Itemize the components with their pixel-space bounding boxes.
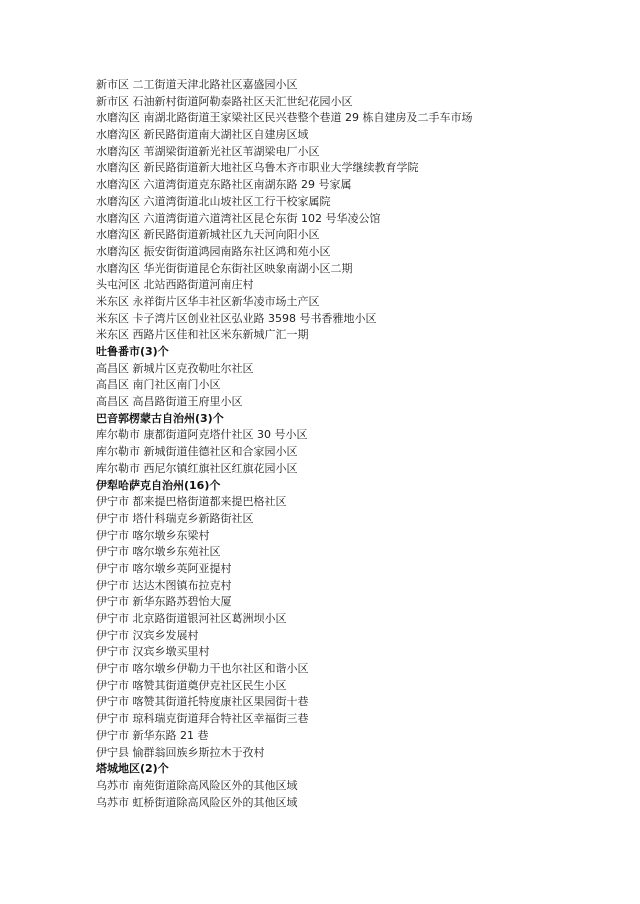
list-item: 伊宁市 喀尔墩乡伊勒力干也尔社区和谐小区 [96, 662, 309, 676]
list-item: 水磨沟区 南湖北路街道王家梁社区民兴巷整个巷道 29 栋自建房及二手车市场 [96, 111, 473, 125]
list-item: 高昌区 新城片区克孜勒吐尔社区 [96, 361, 254, 375]
list-item: 伊宁市 喀尔墩乡东梁村 [96, 528, 210, 542]
list-item: 高昌区 高昌路街道王府里小区 [96, 395, 243, 409]
list-item: 新市区 二工街道天津北路社区嘉盛园小区 [96, 78, 298, 91]
list-item: 库尔勒市 新城街道佳德社区和合家园小区 [96, 445, 298, 459]
list-item: 乌苏市 虹桥街道除高风险区外的其他区域 [96, 795, 298, 809]
list-item: 水磨沟区 新民路街道南大湖社区自建房区域 [96, 128, 309, 142]
list-item: 伊宁市 喀尔墩乡英阿亚提村 [96, 561, 232, 575]
list-item: 伊宁市 都来提巴格街道都来提巴格社区 [96, 495, 287, 509]
list-item: 高昌区 南门社区南门小区 [96, 378, 221, 392]
list-item: 水磨沟区 六道湾街道六道湾社区昆仑东街 102 号华凌公馆 [96, 211, 381, 225]
list-item: 水磨沟区 华光街街道昆仑东街社区映象南湖小区二期 [96, 261, 353, 275]
list-item: 乌苏市 南苑街道除高风险区外的其他区域 [96, 778, 298, 792]
list-item: 伊宁市 汉宾乡发展村 [96, 628, 199, 642]
section-heading: 巴音郭楞蒙古自治州(3)个 [96, 411, 224, 425]
list-item: 伊宁市 北京路街道银河社区葛洲坝小区 [96, 612, 287, 625]
list-item: 伊宁市 新华东路 21 巷 [96, 728, 209, 742]
section-heading: 吐鲁番市(3)个 [96, 345, 169, 358]
list-item: 水磨沟区 六道湾街道北山坡社区工行干校家属院 [96, 194, 331, 208]
list-item: 伊宁市 喀尔墩乡东苑社区 [96, 545, 221, 559]
list-item: 伊宁市 琼科瑞克街道拜合特社区幸福街三巷 [96, 712, 309, 726]
list-item: 米东区 永祥街片区华丰社区新华凌市场土产区 [96, 294, 320, 308]
list-item: 米东区 西路片区佳和社区米东新城广汇一期 [96, 328, 309, 342]
list-item: 水磨沟区 六道湾街道克东路社区南湖东路 29 号家属 [96, 178, 352, 192]
list-item: 水磨沟区 新民路街道新城社区九天河向阳小区 [96, 228, 320, 242]
list-item: 伊宁市 新华东路苏碧怡大厦 [96, 595, 232, 609]
list-item: 伊宁市 塔什科瑞克乡新路街社区 [96, 511, 254, 525]
list-item: 伊宁市 喀赞其街道托特度康社区果园街十巷 [96, 695, 309, 709]
text-body [96, 77, 620, 811]
list-item: 伊宁市 达达木图镇布拉克村 [96, 578, 232, 592]
list-item: 水磨沟区 振安街街道鸿园南路东社区鸿和苑小区 [96, 244, 331, 258]
list-item: 伊宁市 喀赞其街道奠伊克社区民生小区 [96, 678, 287, 692]
list-item: 水磨沟区 苇湖梁街道新光社区苇湖梁电厂小区 [96, 144, 320, 158]
list-item: 库尔勒市 西尼尔镇红旗社区红旗花园小区 [96, 461, 298, 475]
list-item: 水磨沟区 新民路街道新大地社区乌鲁木齐市职业大学继续教育学院 [96, 161, 419, 175]
list-item: 米东区 卡子湾片区创业社区弘业路 3598 号书香雅地小区 [96, 311, 377, 325]
list-item: 新市区 石油新村街道阿勒泰路社区天汇世纪花园小区 [96, 94, 353, 108]
section-heading: 塔城地区(2)个 [96, 762, 169, 776]
list-item: 头屯河区 北站西路街道河南庄村 [96, 278, 254, 292]
list-item: 伊宁县 愉群翁回族乡斯拉木于孜村 [96, 745, 265, 759]
list-item: 库尔勒市 康都街道阿克塔什社区 30 号小区 [96, 428, 308, 442]
section-heading: 伊犁哈萨克自治州(16)个 [96, 478, 221, 492]
list-item: 伊宁市 汉宾乡墩买里村 [96, 645, 210, 659]
